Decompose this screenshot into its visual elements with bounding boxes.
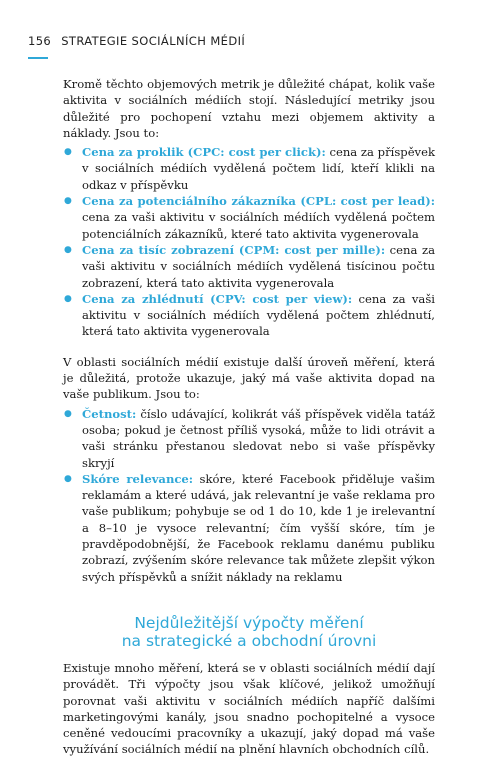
intro-paragraph: Kromě těchto objemových metrik je důležité chápat, kolik vaše aktivita v sociálních médiích stojí. Následující metriky jsou důležité pro pochopení vztahu mezi objemem aktivity a náklady. Jsou to: (63, 77, 435, 140)
metric-term: Cena za potenciálního zákazníka (CPL: cost per lead): (82, 194, 435, 209)
metric-definition: cena za příspěvek v sociálních médiích vydělená počtem lidí, kteří klikli na odkaz v příspěvku (82, 145, 435, 192)
metric-term: Cena za proklik (CPC: cost per click): (82, 145, 326, 160)
metric-term: Cena za zhlédnutí (CPV: cost per view): (82, 291, 353, 306)
list-item (63, 144, 435, 193)
list-item (63, 406, 435, 471)
metric-term: Skóre relevance: (82, 471, 194, 486)
page-number: 156 (28, 34, 52, 48)
list-item (63, 193, 435, 242)
section-heading-line-1: Nejdůležitější výpočty měření (134, 613, 364, 632)
third-paragraph: Existuje mnoho měření, která se v oblasti sociálních médií dají provádět. Tři výpočty jsou však klíčové, jelikož umožňují porovnat vaši aktivitu v sociálních médiích napříč dalšími marketingovými kanály, jsou snadno pochopitelné a vysoce ceněné vedoucími pracovníky a ukazují, jaký dopad má vaše využívání sociálních médií na plnění hlavních obchodních cílů. (63, 660, 435, 757)
metric-definition: číslo udávající, kolikrát váš příspěvek viděla tatáž osoba; pokud je četnost příliš vysoká, může to lidi otrávit a vaši stránku přestanou sledovat nebo si vaše příspěvky skryjí (82, 406, 435, 470)
list-item (63, 291, 435, 340)
list-item (63, 242, 435, 291)
body-text (63, 76, 435, 758)
metric-definition: cena za vaši aktivitu v sociálních médiích vydělená počtem zhlédnutí, která tato aktivita vygenerovala (82, 291, 435, 339)
running-title: STRATEGIE SOCIÁLNÍCH MÉDIÍ (61, 34, 246, 48)
second-paragraph: V oblasti sociálních médií existuje další úroveň měření, která je důležitá, protože ukazuje, jaký má vaše aktivita dopad na vaše publikum. Jsou to: (63, 354, 435, 402)
list-item (63, 471, 435, 585)
metric-definition: cena za vaši aktivitu v sociálních médiích vydělená tisícinou počtu zobrazení, která tato aktivita vygenerovala (82, 242, 436, 290)
metric-definition: skóre, které Facebook přiděluje vašim reklamám a které udává, jak relevantní je vaše reklama pro vaše publikum; pohybuje se od 1 do 10, kde 1 je irelevantní a 8–10 je vysoce relevantní; čím vyšší skóre, tím je pravděpodobnější, že Facebook reklamu danému publiku zobrazí, zvýšením skóre relevance tak můžete zlepšit výkon svých příspěvků a snížit náklady na reklamu (82, 471, 435, 584)
metric-definition: cena za vaši aktivitu v sociálních médiích vydělená počtem potenciálních zákazníků, které tato aktivita vygenerovala (82, 210, 435, 241)
section-heading-line-2: na strategické a obchodní úrovni (121, 632, 377, 651)
metric-term: Četnost: (82, 406, 137, 421)
section-heading (63, 614, 435, 651)
cost-metrics-list (63, 144, 435, 340)
header-accent-rule (28, 57, 48, 59)
running-header (28, 34, 245, 48)
paragraph-gap (63, 340, 435, 354)
metric-term: Cena za tisíc zobrazení (CPM: cost per mille): (82, 242, 386, 257)
impact-metrics-list (63, 406, 435, 585)
